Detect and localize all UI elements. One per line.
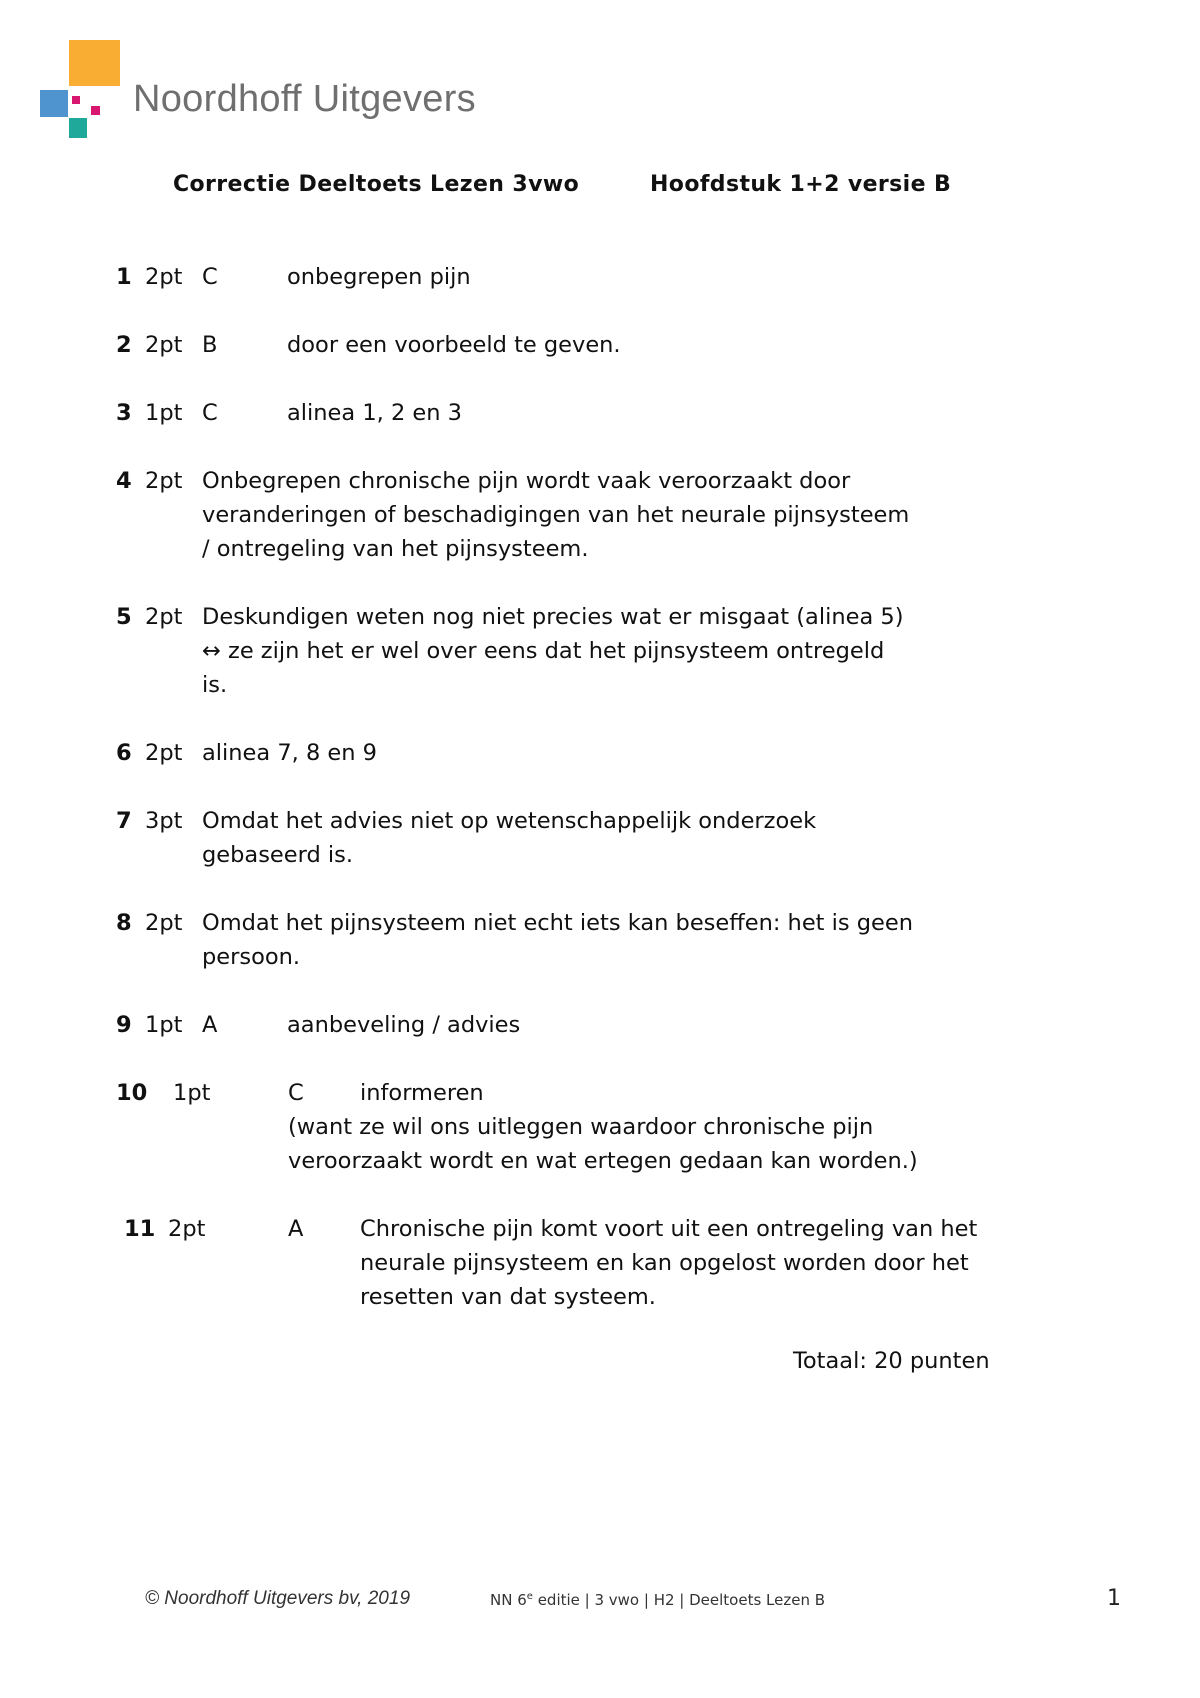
answer-text: alinea 1, 2 en 3	[287, 400, 462, 426]
answer-text: aanbeveling / advies	[287, 1012, 521, 1038]
answer-text: Onbegrepen chronische pijn wordt vaak veroorzaakt door veranderingen of beschadigingen van het neurale pijnsysteem / ontregeling van het pijnsysteem.	[202, 468, 910, 562]
answer-text: informeren	[360, 1080, 484, 1106]
answer-points: 2pt	[145, 332, 183, 358]
footer-copyright: © Noordhoff Uitgevers bv, 2019	[145, 1588, 411, 1609]
answer-points: 1pt	[145, 400, 183, 426]
answer-number: 11	[124, 1216, 156, 1242]
answer-number: 7	[116, 808, 132, 834]
logo-brand-name: Noordhoff Uitgevers	[133, 78, 476, 120]
answer-number: 3	[116, 400, 132, 426]
logo-square-orange	[69, 40, 120, 86]
footer-edition-info: NN 6e editie | 3 vwo | H2 | Deeltoets Lezen B	[490, 1591, 826, 1609]
answer-number: 5	[116, 604, 132, 630]
logo-square-pink-small	[91, 106, 100, 115]
answer-points: 2pt	[145, 468, 183, 494]
answer-text: Omdat het advies niet op wetenschappelijk onderzoek gebaseerd is.	[202, 808, 817, 868]
answer-letter: B	[202, 332, 218, 358]
answer-text: door een voorbeeld te geven.	[287, 332, 621, 358]
answer-text: Omdat het pijnsysteem niet echt iets kan beseffen: het is geen persoon.	[202, 910, 913, 970]
answer-letter: A	[202, 1012, 218, 1038]
answer-number: 10	[116, 1080, 148, 1106]
total-score: Totaal: 20 punten	[793, 1348, 990, 1374]
answer-points: 2pt	[145, 740, 183, 766]
answer-number: 2	[116, 332, 132, 358]
page-number: 1	[1107, 1586, 1121, 1611]
answer-letter: C	[202, 400, 218, 426]
document-title: Correctie Deeltoets Lezen 3vwo	[173, 172, 580, 197]
answer-points: 2pt	[168, 1216, 206, 1242]
logo-square-pink	[72, 96, 80, 104]
document-subtitle: Hoofdstuk 1+2 versie B	[650, 172, 952, 197]
answer-number: 4	[116, 468, 132, 494]
answer-points: 1pt	[145, 1012, 183, 1038]
answer-text: Chronische pijn komt voort uit een ontregeling van het neurale pijnsysteem en kan opgelost worden door het resetten van dat systeem.	[360, 1216, 978, 1310]
answer-letter: A	[288, 1216, 304, 1242]
publisher-logo	[40, 40, 520, 140]
answer-points: 3pt	[145, 808, 183, 834]
answer-number: 9	[116, 1012, 132, 1038]
logo-square-blue	[40, 90, 68, 117]
answer-number: 1	[116, 264, 132, 290]
answer-points: 2pt	[145, 910, 183, 936]
answer-letter: C	[288, 1080, 304, 1106]
answer-number: 6	[116, 740, 132, 766]
answer-text: alinea 7, 8 en 9	[202, 740, 377, 766]
logo-square-teal	[69, 118, 87, 138]
answer-points: 2pt	[145, 264, 183, 290]
answer-number: 8	[116, 910, 132, 936]
answer-letter: C	[202, 264, 218, 290]
answer-text: Deskundigen weten nog niet precies wat er misgaat (alinea 5) ↔ ze zijn het er wel over eens dat het pijnsysteem ontregeld is.	[202, 604, 904, 698]
answer-points: 1pt	[173, 1080, 211, 1106]
answer-explanation: (want ze wil ons uitleggen waardoor chronische pijn veroorzaakt wordt en wat ertegen gedaan kan worden.)	[288, 1114, 918, 1174]
answer-text: onbegrepen pijn	[287, 264, 471, 290]
answer-points: 2pt	[145, 604, 183, 630]
